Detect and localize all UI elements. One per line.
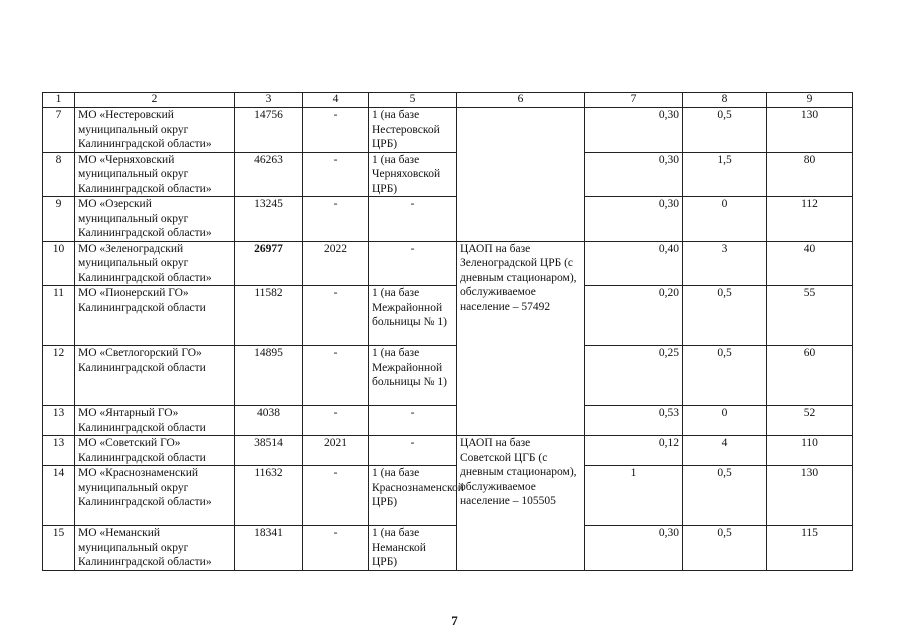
value-col7: 0,25 [585, 346, 683, 406]
center-zelenogradsk: ЦАОП на базе Зеленоградской ЦРБ (с дневным стационаром), обслуживаемое население – 57492 [457, 241, 585, 436]
value-col7: 0,30 [585, 197, 683, 242]
population: 26977 [235, 241, 303, 286]
base-facility: 1 (на базе Межрайонной больницы № 1) [369, 286, 457, 346]
population: 14756 [235, 108, 303, 153]
table-row [43, 286, 853, 346]
base-facility: - [369, 406, 457, 436]
population: 46263 [235, 152, 303, 197]
data-table [42, 92, 853, 571]
value-col8: 0,5 [683, 346, 767, 406]
col-header: 5 [369, 93, 457, 108]
col-header: 4 [303, 93, 369, 108]
municipality-name: МО «Нестеровский муниципальный округ Калининградской области» [75, 108, 235, 153]
population: 11582 [235, 286, 303, 346]
row-number: 8 [43, 152, 75, 197]
base-facility: 1 (на базе Нестеровской ЦРБ) [369, 108, 457, 153]
row-number: 13 [43, 436, 75, 466]
value-col9: 112 [767, 197, 853, 242]
population: 38514 [235, 436, 303, 466]
municipality-name: МО «Зеленоградский муниципальный округ Калининградской области» [75, 241, 235, 286]
population: 13245 [235, 197, 303, 242]
value-col9: 52 [767, 406, 853, 436]
value-col9: 40 [767, 241, 853, 286]
row-number: 10 [43, 241, 75, 286]
value-col8: 0,5 [683, 108, 767, 153]
value-col8: 0,5 [683, 466, 767, 526]
table-row [43, 436, 853, 466]
col-header: 7 [585, 93, 683, 108]
year: - [303, 197, 369, 242]
value-col9: 55 [767, 286, 853, 346]
base-facility: 1 (на базе Неманской ЦРБ) [369, 526, 457, 571]
col-header: 2 [75, 93, 235, 108]
row-number: 9 [43, 197, 75, 242]
row-number: 15 [43, 526, 75, 571]
value-col9: 110 [767, 436, 853, 466]
year: - [303, 346, 369, 406]
population: 14895 [235, 346, 303, 406]
municipality-name: МО «Советский ГО» Калининградской области [75, 436, 235, 466]
municipality-name: МО «Черняховский муниципальный округ Калининградской области» [75, 152, 235, 197]
base-facility: 1 (на базе Черняховской ЦРБ) [369, 152, 457, 197]
base-facility: 1 (на базе Краснознаменской ЦРБ) [369, 466, 457, 526]
row-number: 7 [43, 108, 75, 153]
base-facility: - [369, 436, 457, 466]
year: - [303, 286, 369, 346]
row-number: 13 [43, 406, 75, 436]
value-col7: 0,53 [585, 406, 683, 436]
value-col7: 0,30 [585, 152, 683, 197]
value-col7: 0,30 [585, 108, 683, 153]
municipality-name: МО «Пионерский ГО» Калининградской области [75, 286, 235, 346]
value-col7: 0,30 [585, 526, 683, 571]
table-row [43, 466, 853, 526]
year: - [303, 406, 369, 436]
population: 11632 [235, 466, 303, 526]
base-facility: - [369, 241, 457, 286]
population: 4038 [235, 406, 303, 436]
row-number: 12 [43, 346, 75, 406]
value-col7: 1 [585, 466, 683, 526]
municipality-name: МО «Янтарный ГО» Калининградской области [75, 406, 235, 436]
center-cell-empty [457, 108, 585, 242]
value-col9: 130 [767, 108, 853, 153]
table-row [43, 526, 853, 571]
year: 2022 [303, 241, 369, 286]
municipality-name: МО «Светлогорский ГО» Калининградской области [75, 346, 235, 406]
value-col9: 130 [767, 466, 853, 526]
page-number: 7 [451, 613, 458, 628]
center-sovetsk: ЦАОП на базе Советской ЦГБ (с дневным стационаром), обслуживаемое население – 105505 [457, 436, 585, 571]
year: - [303, 526, 369, 571]
value-col8: 0,5 [683, 526, 767, 571]
year: 2021 [303, 436, 369, 466]
col-header: 9 [767, 93, 853, 108]
value-col7: 0,12 [585, 436, 683, 466]
municipality-name: МО «Краснознаменский муниципальный округ Калининградской области» [75, 466, 235, 526]
row-number: 11 [43, 286, 75, 346]
value-col9: 80 [767, 152, 853, 197]
header-row [43, 93, 853, 108]
value-col9: 60 [767, 346, 853, 406]
row-number: 14 [43, 466, 75, 526]
table-row [43, 346, 853, 406]
value-col7: 0,20 [585, 286, 683, 346]
year: - [303, 466, 369, 526]
col-header: 3 [235, 93, 303, 108]
value-col8: 0 [683, 406, 767, 436]
col-header: 6 [457, 93, 585, 108]
base-facility: 1 (на базе Межрайонной больницы № 1) [369, 346, 457, 406]
table-row [43, 152, 853, 197]
population: 18341 [235, 526, 303, 571]
value-col8: 3 [683, 241, 767, 286]
value-col9: 115 [767, 526, 853, 571]
year: - [303, 152, 369, 197]
value-col8: 4 [683, 436, 767, 466]
value-col8: 1,5 [683, 152, 767, 197]
table-row [43, 197, 853, 242]
municipality-name: МО «Озерский муниципальный округ Калининградской области» [75, 197, 235, 242]
col-header: 1 [43, 93, 75, 108]
col-header: 8 [683, 93, 767, 108]
value-col7: 0,40 [585, 241, 683, 286]
value-col8: 0 [683, 197, 767, 242]
municipality-name: МО «Неманский муниципальный округ Калининградской области» [75, 526, 235, 571]
table-row [43, 108, 853, 153]
table-row [43, 406, 853, 436]
value-col8: 0,5 [683, 286, 767, 346]
table-row [43, 241, 853, 286]
year: - [303, 108, 369, 153]
base-facility: - [369, 197, 457, 242]
